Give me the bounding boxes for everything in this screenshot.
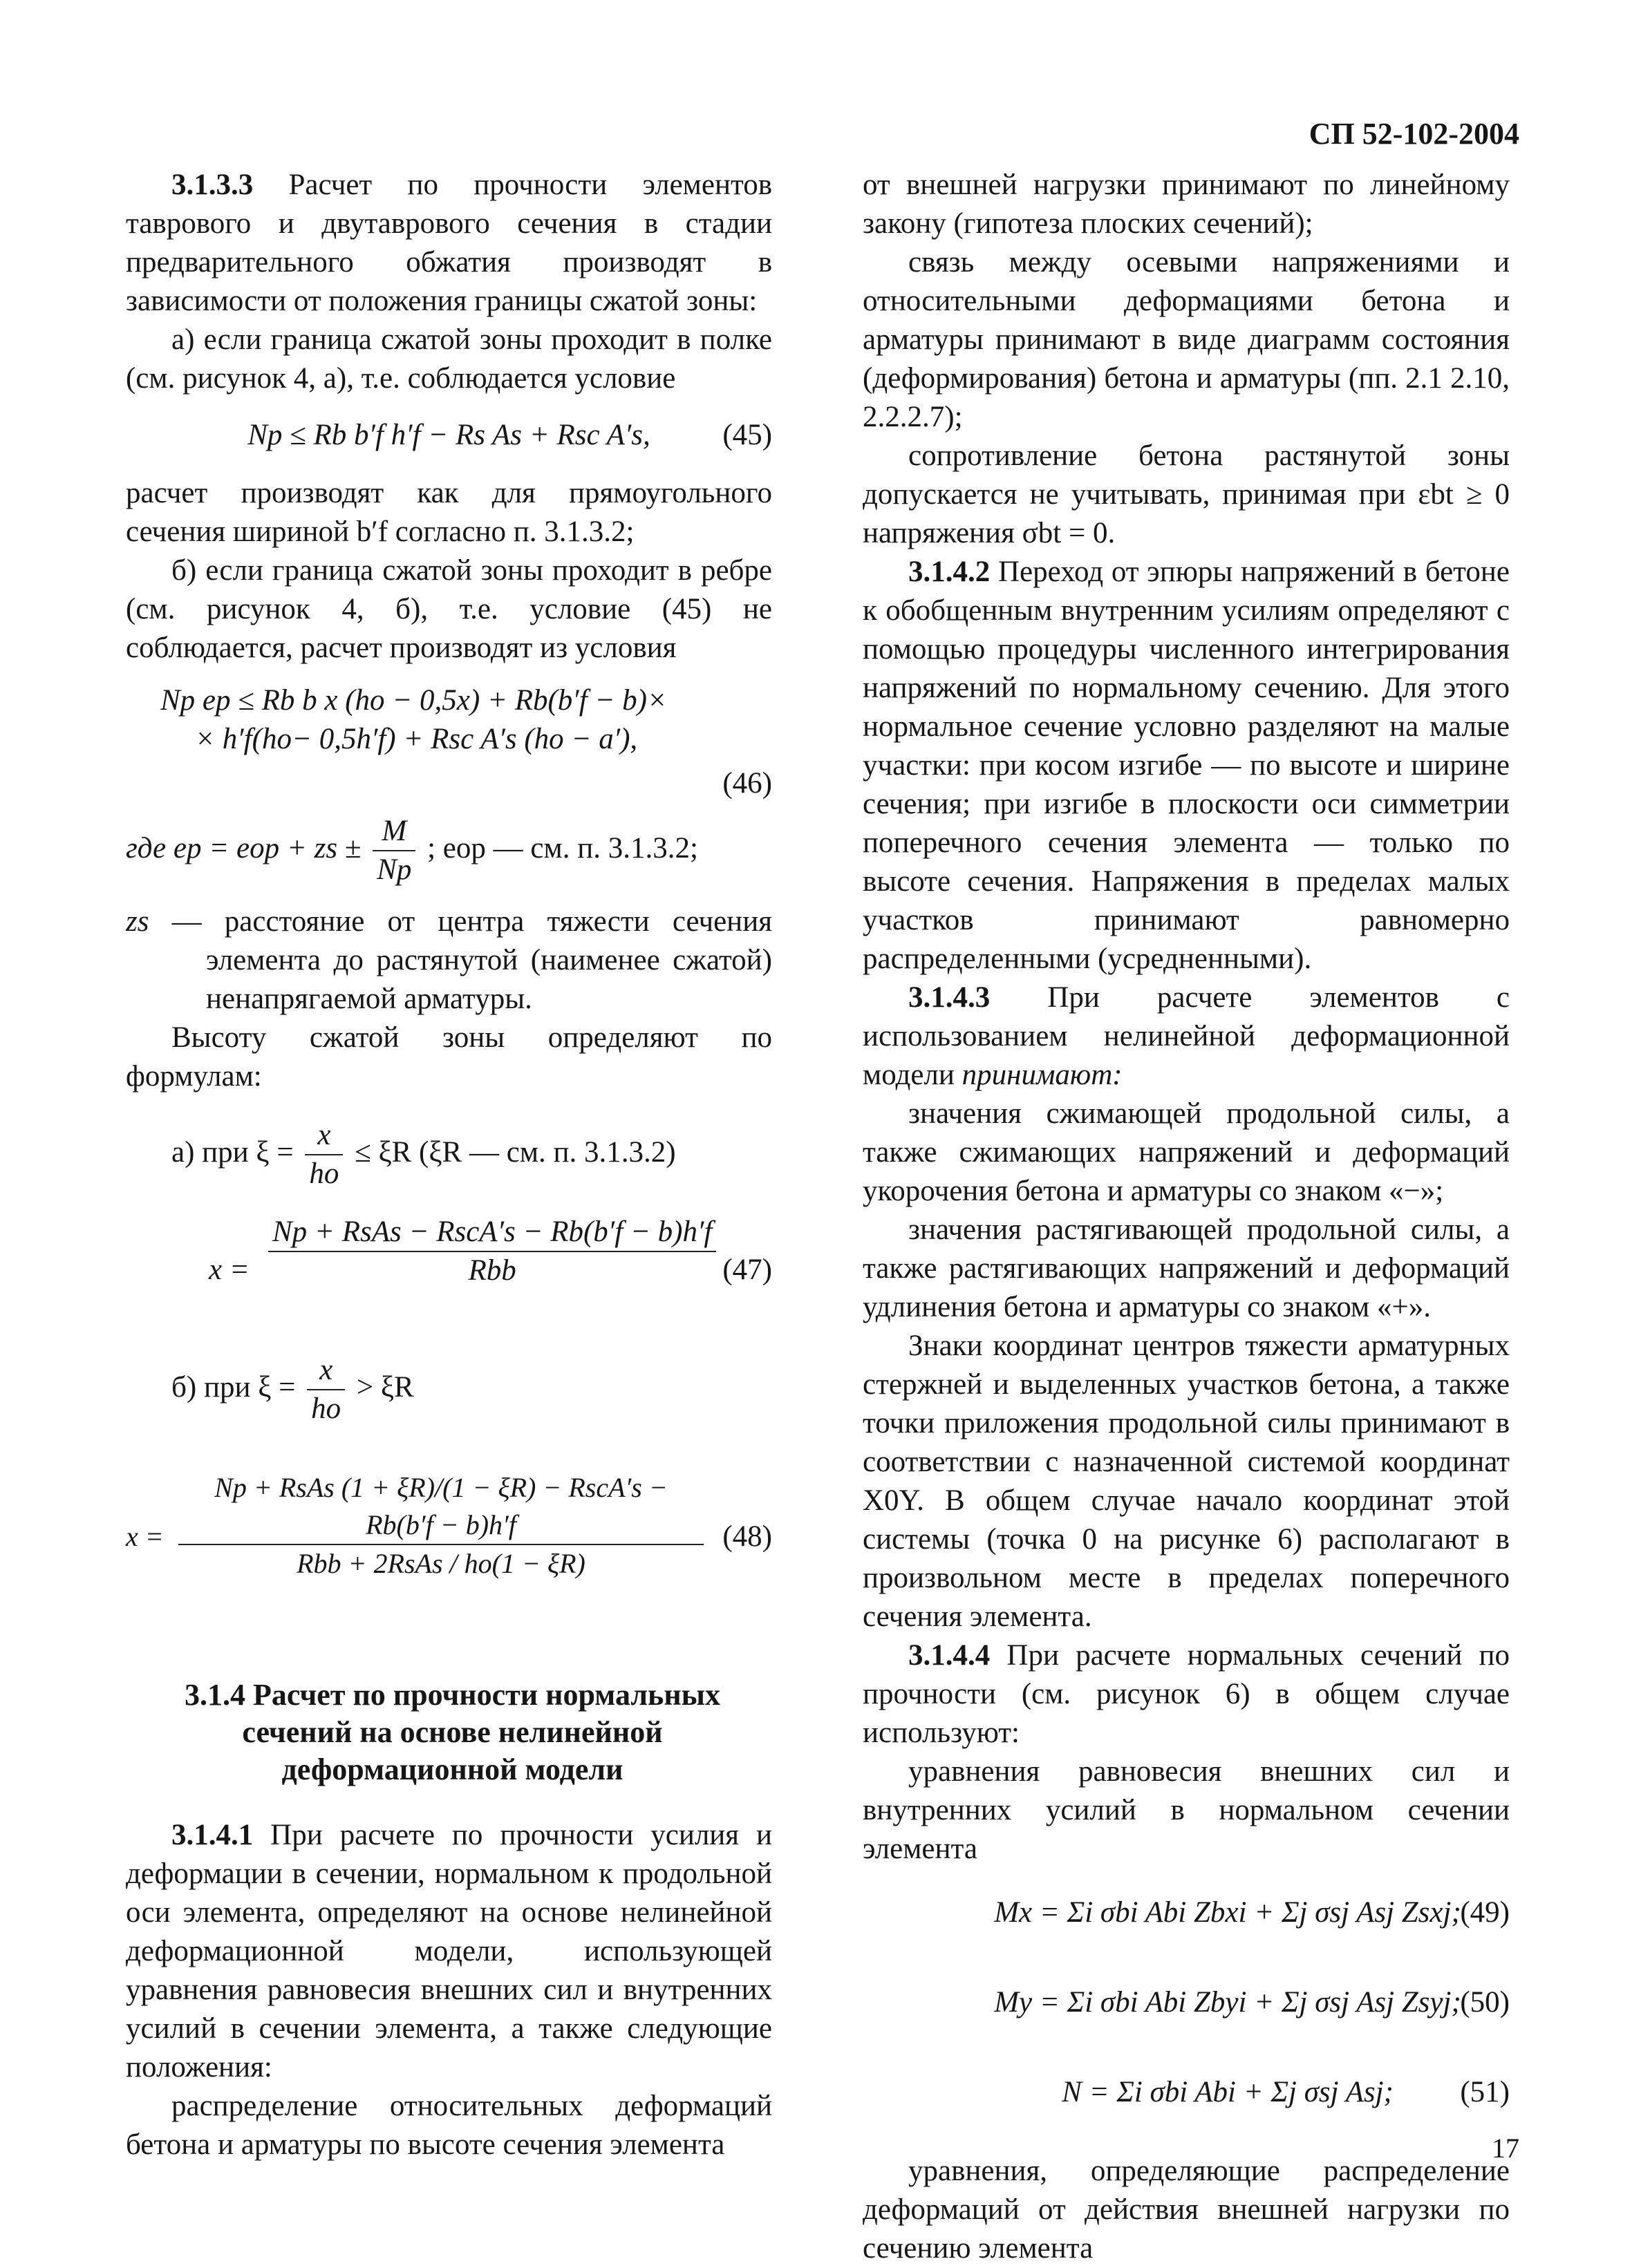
zs-definition xyxy=(126,903,772,1019)
condition-a-suffix: ≤ ξR (ξR — см. п. 3.1.3.2) xyxy=(355,1135,676,1169)
equation-47-denominator: Rbb xyxy=(468,1254,516,1287)
deformation-distribution-text: уравнения, определяющие распределение деформаций от действия внешней нагрузки по сечению элемента xyxy=(863,2155,1510,2265)
equation-50 xyxy=(863,1958,1510,2048)
equation-50-number: (50) xyxy=(1460,1986,1510,2019)
page-number: 17 xyxy=(1492,2133,1519,2164)
paragraph-3-1-4-3 xyxy=(863,979,1510,1095)
paragraph-3-1-4-1 xyxy=(126,1816,772,2087)
equation-45-number: (45) xyxy=(722,419,772,451)
equation-48-fraction xyxy=(178,1469,704,1582)
strain-distribution-text: распределение относительных деформаций бетона и арматуры по высоте сечения элемента xyxy=(126,2090,772,2161)
clause-number: 3.1.4.4 xyxy=(908,1639,991,1672)
condition-b-denominator: ho xyxy=(311,1392,341,1425)
where-fraction-denominator: Np xyxy=(377,853,412,886)
paragraph-3-1-4-4 xyxy=(863,1636,1510,1752)
condition-a-fraction xyxy=(305,1117,343,1193)
right-column xyxy=(863,166,1510,2268)
equation-48-numerator: Np + RsAs (1 + ξR)/(1 − ξR) − RscA′s − Rb(b′f − b)h′f xyxy=(178,1469,704,1545)
condition-b-numerator: x xyxy=(307,1352,345,1390)
equation-48-lhs: x = xyxy=(126,1521,164,1552)
equilibrium-text: уравнения равновесия внешних сил и внутренних усилий в нормальном сечении элемента xyxy=(863,1755,1510,1865)
where-definition-ep xyxy=(126,813,772,896)
paragraph-text: При расчете элементов с использованием нелинейной деформационной модели xyxy=(863,981,1510,1091)
equation-45-formula: Np ≤ Rb b′f h′f − Rs As + Rsc A′s, xyxy=(247,419,650,451)
paragraph-text: При расчете по прочности усилия и деформации в сечении, нормальном к продольной оси элемента, определяют на основе нелинейной деформационной модели, использующей уравнения равновесия внешних сил и внутренних усилий в сечении элемента, а также следующие положения: xyxy=(126,1819,772,2083)
where-prefix: где ep = eop + zs ± xyxy=(126,831,362,864)
compressed-zone-height-text: Высоту сжатой зоны определяют по формулам: xyxy=(126,1021,772,1093)
zs-symbol: zs xyxy=(126,905,149,938)
equation-46-number: (46) xyxy=(722,767,772,800)
paragraph-3-1-3-3 xyxy=(126,166,772,321)
equation-47-fraction xyxy=(268,1213,716,1289)
equation-47 xyxy=(126,1213,772,1345)
condition-b-suffix: > ξR xyxy=(356,1370,414,1404)
condition-a xyxy=(126,1117,772,1207)
paragraph-3-1-4-2 xyxy=(863,553,1510,979)
coordinate-signs-text: Знаки координат центров тяжести арматурных стержней и выделенных участков бетона, а также точки приложения продольной силы принимают в соответствии с назначенной системой координат X0Y. В общем случае начало координат этой системы (точка 0 на рисунке 6) располагают в произвольном месте в пределах поперечного сечения элемента. xyxy=(863,1330,1510,1633)
compression-sign-text: значения сжимающей продольной силы, а также сжимающих напряжений и деформаций укорочения бетона и арматуры со знаком «−»; xyxy=(863,1097,1510,1207)
section-title-3-1-4: 3.1.4 Расчет по прочности нормальных сечений на основе нелинейной деформационной модели xyxy=(184,1678,721,1786)
rectangular-section-text: расчет производят как для прямоугольного сечения шириной b′f согласно п. 3.1.3.2; xyxy=(126,477,772,548)
equation-51-number: (51) xyxy=(1460,2076,1510,2108)
where-fraction-numerator: M xyxy=(373,813,415,851)
tension-sign-text: значения растягивающей продольной силы, а также растягивающих напряжений и деформаций удлинения бетона и арматуры со знаком «+». xyxy=(863,1213,1510,1323)
equation-47-number: (47) xyxy=(722,1254,772,1286)
equation-48-number: (48) xyxy=(722,1520,772,1553)
stress-strain-text: связь между осевыми напряжениями и относительными деформациями бетона и арматуры принимают в виде диаграмм состояния (деформирования) бетона и арматуры (пп. 2.1 2.10, 2.2.2.7); xyxy=(863,246,1510,433)
left-column xyxy=(126,166,772,2164)
plane-sections-text: от внешней нагрузки принимают по линейному закону (гипотеза плоских сечений); xyxy=(863,169,1510,240)
condition-b-fraction xyxy=(307,1352,345,1428)
where-suffix: ; eop — см. п. 3.1.3.2; xyxy=(427,831,698,864)
where-fraction xyxy=(373,813,415,889)
clause-number: 3.1.4.3 xyxy=(908,981,991,1014)
equation-51-formula: N = Σi σbi Abi + Σj σsj Asj; xyxy=(1062,2076,1394,2108)
document-id-header: СП 52-102-2004 xyxy=(1309,117,1519,151)
equation-45 xyxy=(126,398,772,474)
equation-49-formula: Mx = Σi σbi Abi Zbxi + Σj σsj Asj Zsxj; xyxy=(994,1896,1461,1929)
equation-48-denominator: Rbb + 2RsAs / ho(1 − ξR) xyxy=(297,1548,585,1579)
clause-number: 3.1.3.3 xyxy=(171,169,254,201)
case-a-text: а) если граница сжатой зоны проходит в полке (см. рисунок 4, а), т.е. соблюдается условие xyxy=(126,323,772,395)
equation-46-line-2: × h′f(ho− 0,5h′f) + Rsc A′s (ho − a′), xyxy=(195,723,638,755)
condition-a-numerator: x xyxy=(305,1117,343,1155)
condition-a-denominator: ho xyxy=(309,1157,339,1190)
equation-49 xyxy=(863,1869,1510,1958)
equation-46-line-1: Np ep ≤ Rb b x (ho − 0,5x) + Rb(b′f − b)× xyxy=(160,684,668,717)
clause-number: 3.1.4.1 xyxy=(171,1819,254,1851)
paragraph-text: Переход от эпюры напряжений в бетоне к обобщенным внутренним усилиям определяют с помощью процедуры численного интегрирования напряжений по нормальному сечению. Для этого нормальное сечение условно разделяют на малые участки: при косом изгибе — по высоте и ширине сечения; при изгибе в плоскости оси симметрии поперечного сечения элемента — только по высоте сечения. Напряжения в пределах малых участков принимают равномерно распределенными (усредненными). xyxy=(863,556,1510,975)
condition-b-prefix: б) при ξ = xyxy=(171,1370,296,1404)
paragraph-italic: принимают: xyxy=(962,1059,1123,1091)
paragraph-text: При расчете нормальных сечений по прочности (см. рисунок 6) в общем случае используют: xyxy=(863,1639,1510,1749)
equation-49-number: (49) xyxy=(1460,1896,1510,1929)
equation-48 xyxy=(126,1469,772,1614)
equation-50-formula: My = Σi σbi Abi Zbyi + Σj σsj Asj Zsyj; xyxy=(994,1986,1461,2019)
clause-number: 3.1.4.2 xyxy=(908,556,991,588)
paragraph-text: Расчет по прочности элементов таврового и двутаврового сечения в стадии предварительного обжатия производят в зависимости от положения границы сжатой зоны: xyxy=(126,169,772,317)
tension-zone-text: сопротивление бетона растянутой зоны допускается не учитывать, принимая при εbt ≥ 0 напряжения σbt = 0. xyxy=(863,440,1510,549)
equation-47-lhs: x = xyxy=(209,1254,250,1286)
condition-b xyxy=(126,1352,772,1442)
case-b-text: б) если граница сжатой зоны проходит в ребре (см. рисунок 4, б), т.е. условие (45) не соблюдается, расчет производят из условия xyxy=(126,554,772,664)
zs-text: — расстояние от центра тяжести сечения элемента до растянутой (наименее сжатой) ненапрягаемой арматуры. xyxy=(149,905,772,1015)
equation-47-numerator: Np + RsAs − RscA′s − Rb(b′f − b)h′f xyxy=(268,1213,716,1252)
condition-a-prefix: а) при ξ = xyxy=(171,1135,294,1169)
equation-51 xyxy=(863,2048,1510,2152)
equation-46 xyxy=(126,668,772,813)
